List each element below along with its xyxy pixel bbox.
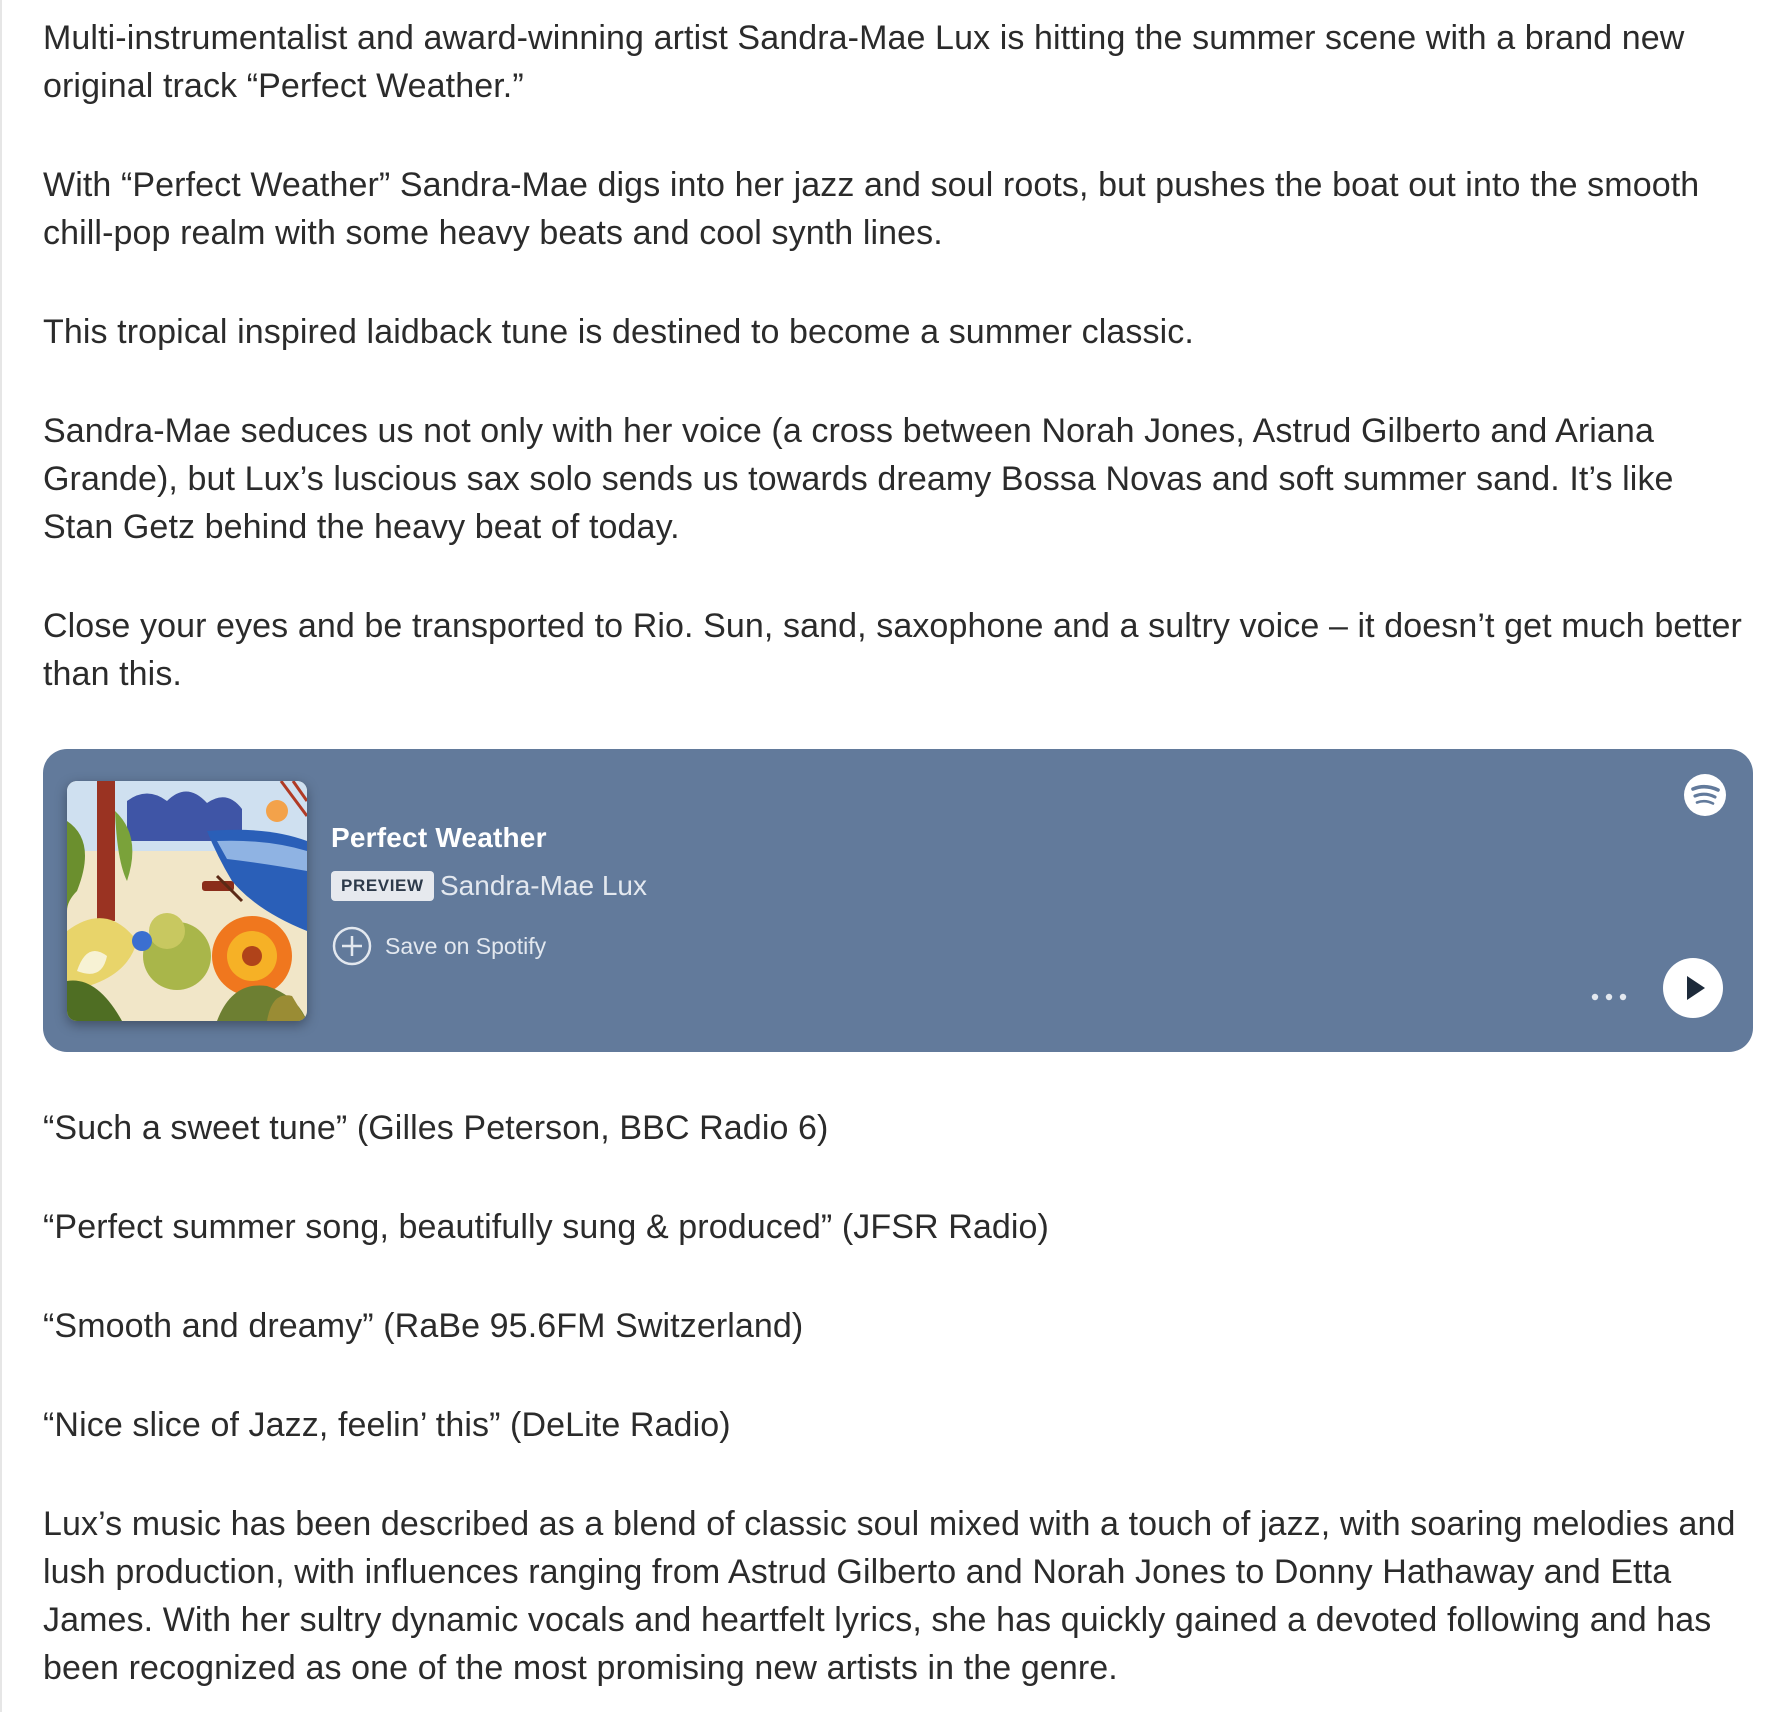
article-paragraph-5: Close your eyes and be transported to Rio. Sun, sand, saxophone and a sultry voice – it doesn’t get much better than this.: [43, 607, 1742, 693]
article-paragraph-4: Sandra-Mae seduces us not only with her voice (a cross between Norah Jones, Astrud Gilberto and Ariana Grande), but Lux’s luscious sax solo sends us towards dreamy Bossa Novas and soft summer sand. It’s like Stan Getz behind the heavy beat of today.: [43, 412, 1674, 546]
spotify-logo-icon[interactable]: [1683, 773, 1727, 817]
plus-circle-icon: [331, 925, 373, 967]
track-title[interactable]: Perfect Weather: [331, 822, 547, 853]
artist-name[interactable]: Sandra-Mae Lux: [440, 870, 648, 901]
article-paragraph-3: This tropical inspired laidback tune is destined to become a summer classic.: [43, 313, 1194, 351]
album-cover[interactable]: [67, 781, 307, 1021]
quote-4: “Nice slice of Jazz, feelin’ this” (DeLite Radio): [43, 1406, 731, 1444]
page-left-border: [0, 0, 2, 1712]
spotify-embed: [43, 749, 1753, 1052]
article-body: [43, 14, 1753, 1692]
play-icon: [1663, 958, 1723, 1018]
save-on-spotify-button[interactable]: [331, 924, 546, 968]
more-dots-icon[interactable]: [1589, 989, 1629, 999]
article-paragraph-1: Multi-instrumentalist and award-winning artist Sandra-Mae Lux is hitting the summer scene with a brand new original track “Perfect Weather.”: [43, 19, 1685, 105]
play-button[interactable]: [1663, 958, 1723, 1018]
quote-1: “Such a sweet tune” (Gilles Peterson, BBC Radio 6): [43, 1109, 829, 1147]
quote-3: “Smooth and dreamy” (RaBe 95.6FM Switzerland): [43, 1307, 804, 1345]
album-cover-artwork: [67, 781, 307, 1021]
closing-paragraph: Lux’s music has been described as a blend of classic soul mixed with a touch of jazz, with soaring melodies and lush production, with influences ranging from Astrud Gilberto and Norah Jones to Donny Hathaway and Etta James. With her sultry dynamic vocals and heartfelt lyrics, she has quickly gained a devoted following and has been recognized as one of the most promising new artists in the genre.: [43, 1505, 1736, 1687]
preview-badge: PREVIEW: [331, 871, 434, 901]
quote-2: “Perfect summer song, beautifully sung & produced” (JFSR Radio): [43, 1208, 1049, 1246]
save-on-spotify-label: Save on Spotify: [385, 932, 547, 959]
article-paragraph-2: With “Perfect Weather” Sandra-Mae digs into her jazz and soul roots, but pushes the boat out into the smooth chill-pop realm with some heavy beats and cool synth lines.: [43, 166, 1700, 252]
